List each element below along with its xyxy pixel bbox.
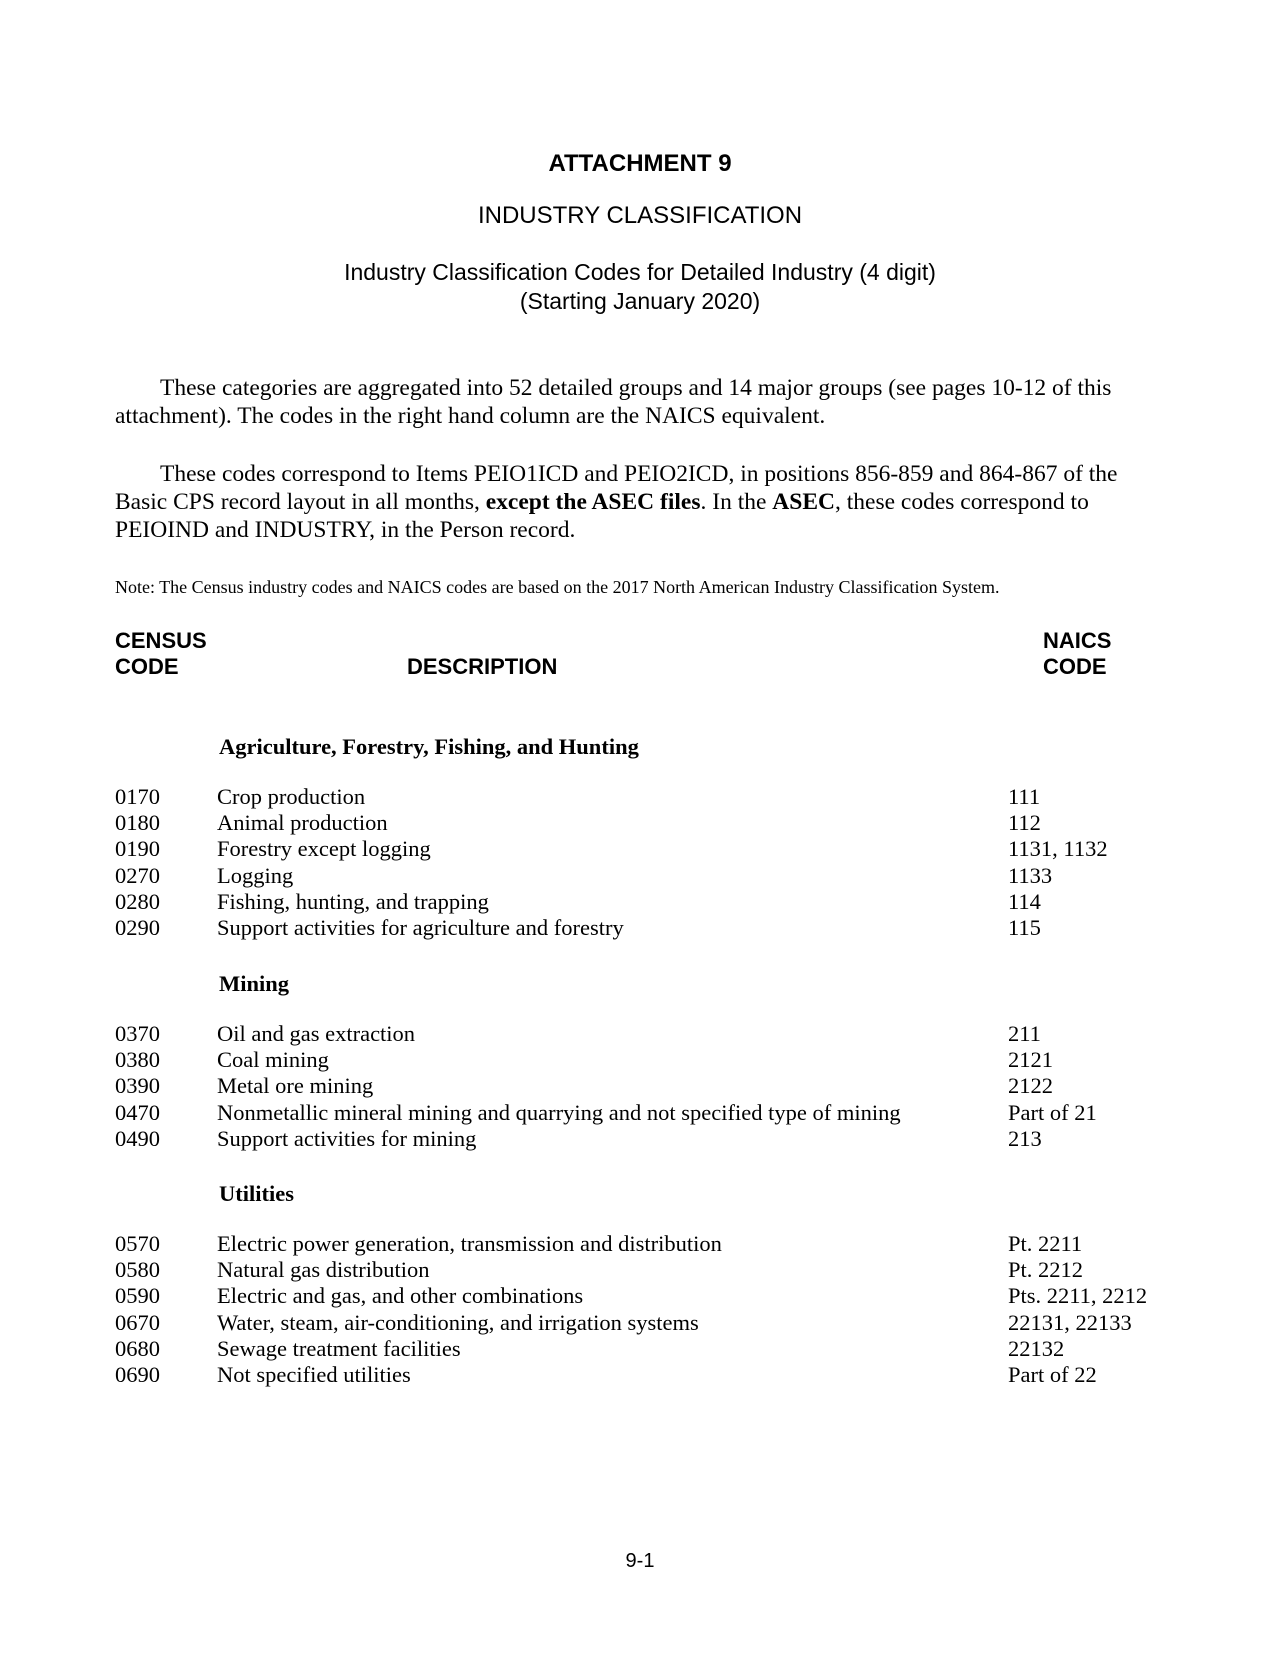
table-row [0, 1283, 1280, 1309]
table-row [0, 1100, 1280, 1126]
description-column-header: DESCRIPTION [407, 654, 558, 679]
census-code-cell: 0670 [115, 1309, 160, 1335]
naics-code-cell: Part of 21 [1008, 1099, 1097, 1125]
description-cell: Electric and gas, and other combinations [217, 1283, 584, 1309]
naics-code-cell: Pt. 2212 [1008, 1257, 1084, 1283]
description-cell: Support activities for mining [217, 1125, 477, 1151]
naics-code-cell: 111 [1008, 784, 1041, 809]
table-row [0, 889, 1280, 915]
table-row [0, 1310, 1280, 1336]
description-cell: Animal production [217, 810, 388, 836]
positions-text-a: These codes correspond to Items PEIO1ICD and PEIO2ICD, in positions 856-859 and 864-867 of the Basic CPS record layout in all months, [115, 461, 1118, 515]
census-code-cell: 0490 [115, 1125, 160, 1151]
classification-subtitle: INDUSTRY CLASSIFICATION [477, 202, 803, 229]
page-number: 9-1 [625, 1550, 655, 1572]
naics-code-cell: 2121 [1008, 1047, 1053, 1073]
naics-code-cell: 2122 [1008, 1073, 1053, 1099]
census-code-cell: 0380 [115, 1047, 160, 1073]
attachment-title: ATTACHMENT 9 [548, 150, 732, 177]
naics-code-cell: 211 [1008, 1021, 1041, 1046]
description-cell: Forestry except logging [217, 836, 431, 862]
codes-heading-line2: (Starting January 2020) [519, 288, 761, 314]
naics-code-cell: 213 [1008, 1125, 1042, 1151]
census-code-cell: 0470 [115, 1099, 160, 1125]
table-row [0, 836, 1280, 862]
census-code-cell: 0680 [115, 1335, 160, 1361]
table-row [0, 810, 1280, 836]
naics-code-cell: 112 [1008, 810, 1041, 836]
positions-bold-b: ASEC [772, 489, 835, 515]
census-code-cell: 0590 [115, 1283, 160, 1309]
description-cell: Nonmetallic mineral mining and quarrying and not specified type of mining [217, 1099, 901, 1125]
naics-header-line2: CODE [1043, 654, 1107, 679]
naics-note: Note: The Census industry codes and NAICS codes are based on the 2017 North American Industry Classification System. [115, 577, 1000, 597]
section-title: Mining [219, 971, 290, 996]
positions-text-c: , these codes correspond to PEIOIND and INDUSTRY, in the Person record. [115, 489, 1089, 543]
census-code-cell: 0180 [115, 810, 160, 836]
section-title: Agriculture, Forestry, Fishing, and Hunting [219, 734, 639, 759]
census-header-line2: CODE [115, 654, 179, 679]
census-code-cell: 0190 [115, 836, 160, 862]
intro-paragraph-text: These categories are aggregated into 52 detailed groups and 14 major groups (see pages 10-12 of this attachment). The codes in the right hand column are the NAICS equivalent. [115, 375, 1112, 429]
table-row [0, 1231, 1280, 1257]
table-row [0, 1257, 1280, 1283]
census-code-cell: 0690 [115, 1362, 160, 1387]
description-cell: Coal mining [217, 1047, 329, 1073]
naics-code-cell: 114 [1008, 888, 1041, 914]
codes-heading-line1: Industry Classification Codes for Detailed Industry (4 digit) [344, 259, 936, 285]
census-code-cell: 0290 [115, 915, 160, 940]
positions-bold-a: except the ASEC files [485, 489, 701, 515]
table-row [0, 1336, 1280, 1362]
description-cell: Sewage treatment facilities [217, 1335, 461, 1361]
description-cell: Not specified utilities [217, 1362, 411, 1387]
naics-header-line1: NAICS [1043, 628, 1112, 653]
section-title: Utilities [219, 1181, 294, 1206]
naics-code-cell: 115 [1008, 915, 1041, 940]
description-cell: Oil and gas extraction [217, 1021, 416, 1046]
table-row [0, 1126, 1280, 1152]
intro-paragraph [115, 374, 1155, 430]
description-cell: Electric power generation, transmission and distribution [217, 1231, 722, 1256]
table-row [0, 1021, 1280, 1047]
table-row [0, 784, 1280, 810]
description-cell: Support activities for agriculture and forestry [217, 915, 624, 940]
census-code-cell: 0270 [115, 862, 160, 888]
census-code-cell: 0580 [115, 1257, 160, 1283]
table-row [0, 915, 1280, 941]
positions-paragraph [115, 460, 1155, 544]
census-code-cell: 0370 [115, 1021, 160, 1046]
naics-code-cell: 1133 [1008, 862, 1053, 888]
naics-code-cell: Part of 22 [1008, 1362, 1097, 1387]
census-code-cell: 0280 [115, 888, 160, 914]
codes-heading [0, 258, 1280, 316]
naics-code-cell: 1131, 1132 [1008, 836, 1108, 862]
table-row [0, 1362, 1280, 1388]
table-row [0, 1073, 1280, 1099]
table-row [0, 1047, 1280, 1073]
naics-code-column-header [1043, 628, 1111, 680]
census-code-column-header [115, 628, 207, 680]
table-row [0, 863, 1280, 889]
description-cell: Crop production [217, 784, 366, 809]
naics-code-cell: Pts. 2211, 2212 [1008, 1283, 1148, 1309]
census-code-cell: 0170 [115, 784, 160, 809]
description-cell: Natural gas distribution [217, 1257, 430, 1283]
description-cell: Water, steam, air-conditioning, and irrigation systems [217, 1309, 699, 1335]
naics-code-cell: 22132 [1008, 1335, 1065, 1361]
census-code-cell: 0570 [115, 1231, 160, 1256]
census-header-line1: CENSUS [115, 628, 207, 653]
description-cell: Fishing, hunting, and trapping [217, 888, 489, 914]
census-code-cell: 0390 [115, 1073, 160, 1099]
description-cell: Metal ore mining [217, 1073, 374, 1099]
positions-text-b: . In the [700, 489, 773, 515]
naics-code-cell: Pt. 2211 [1008, 1231, 1083, 1256]
description-cell: Logging [217, 862, 294, 888]
naics-code-cell: 22131, 22133 [1008, 1309, 1132, 1335]
